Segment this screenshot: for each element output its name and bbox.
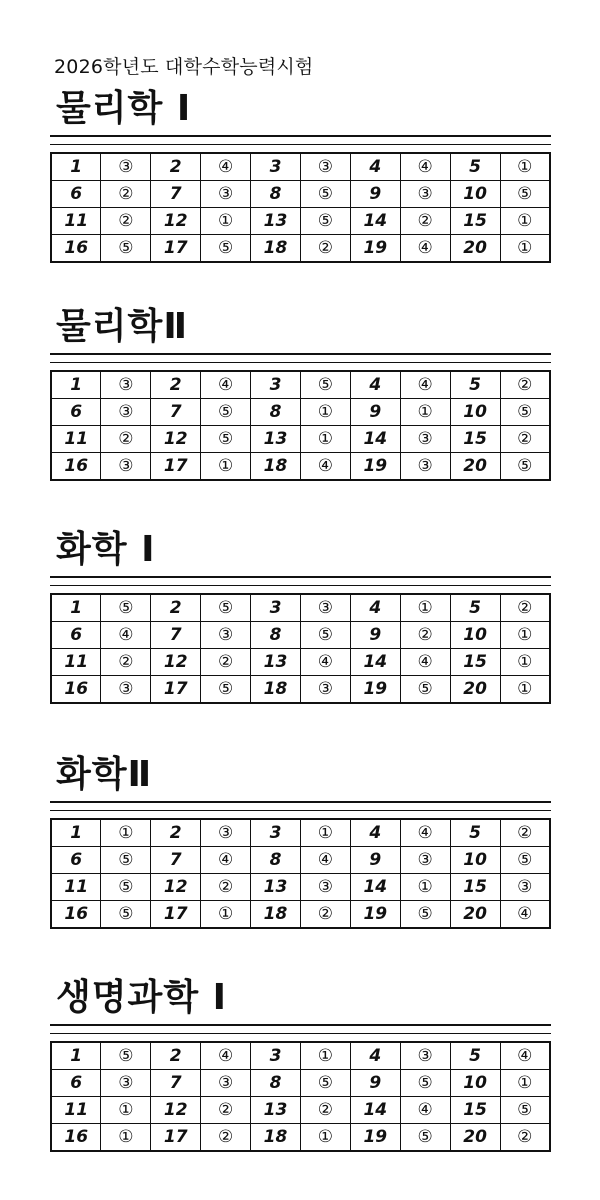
answer-choice: ⑤	[101, 235, 151, 263]
answer-choice: ②	[500, 819, 550, 847]
double-rule	[50, 353, 551, 363]
answer-choice: ③	[101, 1070, 151, 1097]
answer-choice: ④	[300, 847, 350, 874]
answer-choice: ①	[101, 1097, 151, 1124]
answer-choice: ①	[300, 1124, 350, 1152]
answer-choice: ④	[400, 649, 450, 676]
question-number: 1	[51, 594, 101, 622]
section-physics-1	[50, 88, 551, 263]
question-number: 9	[350, 1070, 400, 1097]
answer-choice: ③	[101, 453, 151, 481]
answer-choice: ③	[101, 676, 151, 704]
question-number: 16	[51, 453, 101, 481]
answer-table	[50, 818, 551, 929]
answer-choice: ④	[500, 901, 550, 929]
answer-choice: ⑤	[500, 1097, 550, 1124]
answer-table	[50, 1041, 551, 1152]
double-rule	[50, 801, 551, 811]
answer-choice: ⑤	[300, 371, 350, 399]
answer-choice: ①	[101, 819, 151, 847]
answer-choice: ⑤	[201, 676, 251, 704]
question-number: 6	[51, 181, 101, 208]
question-number: 7	[151, 1070, 201, 1097]
answer-table	[50, 152, 551, 263]
answer-choice: ①	[500, 1070, 550, 1097]
answer-choice: ⑤	[101, 1042, 151, 1070]
answer-table	[50, 370, 551, 481]
answer-choice: ④	[500, 1042, 550, 1070]
answer-choice: ④	[201, 1042, 251, 1070]
question-number: 18	[251, 676, 301, 704]
answer-choice: ④	[400, 1097, 450, 1124]
table-row	[51, 426, 550, 453]
answer-choice: ①	[300, 426, 350, 453]
question-number: 17	[151, 453, 201, 481]
answer-choice: ①	[500, 235, 550, 263]
answer-choice: ③	[201, 1070, 251, 1097]
answer-choice: ②	[500, 371, 550, 399]
answer-choice: ①	[500, 208, 550, 235]
question-number: 4	[350, 371, 400, 399]
question-number: 3	[251, 153, 301, 181]
answer-choice: ④	[201, 371, 251, 399]
answer-choice: ⑤	[400, 1070, 450, 1097]
question-number: 13	[251, 649, 301, 676]
answer-choice: ③	[400, 453, 450, 481]
question-number: 19	[350, 235, 400, 263]
question-number: 9	[350, 181, 400, 208]
question-number: 16	[51, 235, 101, 263]
answer-choice: ②	[300, 1097, 350, 1124]
answer-choice: ⑤	[101, 874, 151, 901]
answer-choice: ⑤	[300, 1070, 350, 1097]
answer-choice: ⑤	[500, 399, 550, 426]
answer-choice: ①	[500, 649, 550, 676]
question-number: 2	[151, 371, 201, 399]
answer-choice: ②	[300, 901, 350, 929]
question-number: 20	[450, 235, 500, 263]
question-number: 13	[251, 426, 301, 453]
answer-choice: ⑤	[201, 399, 251, 426]
question-number: 19	[350, 676, 400, 704]
table-row	[51, 649, 550, 676]
answer-choice: ③	[300, 874, 350, 901]
answer-choice: ④	[400, 153, 450, 181]
subject-title: 물리학Ⅱ	[56, 306, 189, 347]
question-number: 14	[350, 1097, 400, 1124]
answer-choice: ③	[101, 153, 151, 181]
question-number: 7	[151, 181, 201, 208]
question-number: 5	[450, 371, 500, 399]
answer-choice: ③	[400, 181, 450, 208]
question-number: 19	[350, 453, 400, 481]
answer-choice: ②	[201, 649, 251, 676]
question-number: 2	[151, 1042, 201, 1070]
answer-choice: ⑤	[400, 1124, 450, 1152]
question-number: 17	[151, 235, 201, 263]
question-number: 10	[450, 847, 500, 874]
answer-choice: ④	[101, 622, 151, 649]
answer-choice: ③	[300, 676, 350, 704]
question-number: 14	[350, 649, 400, 676]
answer-choice: ⑤	[201, 426, 251, 453]
question-number: 8	[251, 181, 301, 208]
answer-choice: ②	[500, 1124, 550, 1152]
table-row	[51, 235, 550, 263]
subject-title: 화학Ⅱ	[56, 754, 153, 795]
section-chemistry-1	[50, 529, 551, 704]
answer-choice: ③	[201, 622, 251, 649]
question-number: 12	[151, 649, 201, 676]
table-row	[51, 1070, 550, 1097]
answer-choice: ⑤	[300, 622, 350, 649]
question-number: 1	[51, 153, 101, 181]
answer-choice: ③	[300, 594, 350, 622]
question-number: 11	[51, 1097, 101, 1124]
answer-choice: ⑤	[201, 235, 251, 263]
section-life-science-1	[50, 977, 551, 1152]
answer-choice: ①	[500, 676, 550, 704]
question-number: 4	[350, 594, 400, 622]
answer-choice: ④	[201, 847, 251, 874]
answer-choice: ②	[300, 235, 350, 263]
question-number: 15	[450, 649, 500, 676]
question-number: 2	[151, 594, 201, 622]
answer-choice: ④	[300, 649, 350, 676]
table-row	[51, 901, 550, 929]
question-number: 5	[450, 153, 500, 181]
question-number: 17	[151, 676, 201, 704]
question-number: 3	[251, 819, 301, 847]
question-number: 18	[251, 1124, 301, 1152]
question-number: 1	[51, 371, 101, 399]
answer-choice: ⑤	[500, 181, 550, 208]
answer-choice: ⑤	[300, 208, 350, 235]
table-row	[51, 1097, 550, 1124]
question-number: 3	[251, 1042, 301, 1070]
question-number: 8	[251, 399, 301, 426]
question-number: 14	[350, 426, 400, 453]
answer-choice: ⑤	[101, 901, 151, 929]
answer-choice: ①	[300, 399, 350, 426]
table-row	[51, 181, 550, 208]
answer-table	[50, 593, 551, 704]
table-row	[51, 371, 550, 399]
question-number: 5	[450, 594, 500, 622]
table-row	[51, 874, 550, 901]
answer-choice: ①	[400, 874, 450, 901]
question-number: 5	[450, 1042, 500, 1070]
answer-choice: ②	[101, 649, 151, 676]
question-number: 7	[151, 847, 201, 874]
answer-choice: ①	[101, 1124, 151, 1152]
question-number: 6	[51, 847, 101, 874]
answer-choice: ②	[400, 208, 450, 235]
subject-title: 생명과학 I	[56, 977, 228, 1018]
question-number: 9	[350, 622, 400, 649]
question-number: 14	[350, 874, 400, 901]
question-number: 20	[450, 1124, 500, 1152]
answer-choice: ⑤	[101, 594, 151, 622]
table-row	[51, 819, 550, 847]
question-number: 3	[251, 371, 301, 399]
question-number: 15	[450, 874, 500, 901]
answer-choice: ⑤	[400, 901, 450, 929]
question-number: 11	[51, 874, 101, 901]
question-number: 13	[251, 208, 301, 235]
question-number: 9	[350, 399, 400, 426]
question-number: 18	[251, 901, 301, 929]
table-row	[51, 594, 550, 622]
question-number: 11	[51, 208, 101, 235]
answer-choice: ④	[400, 819, 450, 847]
question-number: 12	[151, 208, 201, 235]
answer-choice: ②	[201, 1124, 251, 1152]
exam-title: 2026학년도 대학수학능력시험	[54, 56, 314, 78]
question-number: 5	[450, 819, 500, 847]
question-number: 20	[450, 453, 500, 481]
question-number: 18	[251, 453, 301, 481]
question-number: 6	[51, 622, 101, 649]
section-chemistry-2	[50, 754, 551, 929]
answer-choice: ①	[201, 901, 251, 929]
question-number: 18	[251, 235, 301, 263]
question-number: 4	[350, 819, 400, 847]
answer-choice: ④	[400, 235, 450, 263]
answer-choice: ⑤	[500, 847, 550, 874]
answer-choice: ④	[201, 153, 251, 181]
question-number: 7	[151, 399, 201, 426]
table-row	[51, 1124, 550, 1152]
question-number: 15	[450, 208, 500, 235]
answer-choice: ③	[400, 847, 450, 874]
question-number: 14	[350, 208, 400, 235]
answer-choice: ③	[300, 153, 350, 181]
question-number: 15	[450, 1097, 500, 1124]
table-row	[51, 847, 550, 874]
question-number: 20	[450, 901, 500, 929]
subject-title: 화학 I	[56, 529, 156, 570]
double-rule	[50, 135, 551, 145]
answer-choice: ⑤	[400, 676, 450, 704]
answer-choice: ①	[201, 208, 251, 235]
question-number: 1	[51, 1042, 101, 1070]
question-number: 12	[151, 1097, 201, 1124]
question-number: 16	[51, 676, 101, 704]
answer-choice: ④	[300, 453, 350, 481]
question-number: 11	[51, 426, 101, 453]
question-number: 19	[350, 901, 400, 929]
answer-choice: ②	[101, 181, 151, 208]
question-number: 8	[251, 1070, 301, 1097]
table-row	[51, 1042, 550, 1070]
answer-choice: ③	[500, 874, 550, 901]
answer-choice: ⑤	[300, 181, 350, 208]
table-row	[51, 153, 550, 181]
question-number: 12	[151, 874, 201, 901]
answer-choice: ①	[500, 153, 550, 181]
subject-title: 물리학 I	[56, 88, 192, 129]
table-row	[51, 453, 550, 481]
question-number: 1	[51, 819, 101, 847]
question-number: 8	[251, 622, 301, 649]
table-row	[51, 676, 550, 704]
answer-choice: ⑤	[101, 847, 151, 874]
answer-choice: ⑤	[500, 453, 550, 481]
answer-choice: ①	[201, 453, 251, 481]
answer-choice: ①	[400, 399, 450, 426]
question-number: 7	[151, 622, 201, 649]
answer-choice: ③	[400, 426, 450, 453]
question-number: 8	[251, 847, 301, 874]
table-row	[51, 208, 550, 235]
answer-choice: ①	[300, 819, 350, 847]
question-number: 6	[51, 399, 101, 426]
question-number: 16	[51, 901, 101, 929]
answer-choice: ②	[500, 594, 550, 622]
question-number: 4	[350, 153, 400, 181]
table-row	[51, 622, 550, 649]
question-number: 13	[251, 874, 301, 901]
section-physics-2	[50, 306, 551, 481]
answer-choice: ①	[400, 594, 450, 622]
question-number: 20	[450, 676, 500, 704]
question-number: 10	[450, 1070, 500, 1097]
question-number: 11	[51, 649, 101, 676]
answer-choice: ③	[201, 181, 251, 208]
question-number: 4	[350, 1042, 400, 1070]
question-number: 10	[450, 399, 500, 426]
question-number: 19	[350, 1124, 400, 1152]
question-number: 6	[51, 1070, 101, 1097]
answer-choice: ②	[500, 426, 550, 453]
question-number: 10	[450, 622, 500, 649]
question-number: 15	[450, 426, 500, 453]
question-number: 12	[151, 426, 201, 453]
question-number: 16	[51, 1124, 101, 1152]
answer-choice: ③	[101, 399, 151, 426]
question-number: 2	[151, 819, 201, 847]
question-number: 9	[350, 847, 400, 874]
double-rule	[50, 576, 551, 586]
question-number: 2	[151, 153, 201, 181]
answer-choice: ②	[101, 426, 151, 453]
double-rule	[50, 1024, 551, 1034]
question-number: 10	[450, 181, 500, 208]
question-number: 17	[151, 1124, 201, 1152]
answer-choice: ④	[400, 371, 450, 399]
table-row	[51, 399, 550, 426]
question-number: 3	[251, 594, 301, 622]
answer-choice: ①	[500, 622, 550, 649]
answer-choice: ②	[201, 1097, 251, 1124]
question-number: 17	[151, 901, 201, 929]
answer-choice: ②	[400, 622, 450, 649]
question-number: 13	[251, 1097, 301, 1124]
answer-choice: ①	[300, 1042, 350, 1070]
answer-choice: ③	[101, 371, 151, 399]
answer-choice: ②	[201, 874, 251, 901]
answer-choice: ③	[201, 819, 251, 847]
answer-choice: ②	[101, 208, 151, 235]
answer-choice: ③	[400, 1042, 450, 1070]
answer-choice: ⑤	[201, 594, 251, 622]
